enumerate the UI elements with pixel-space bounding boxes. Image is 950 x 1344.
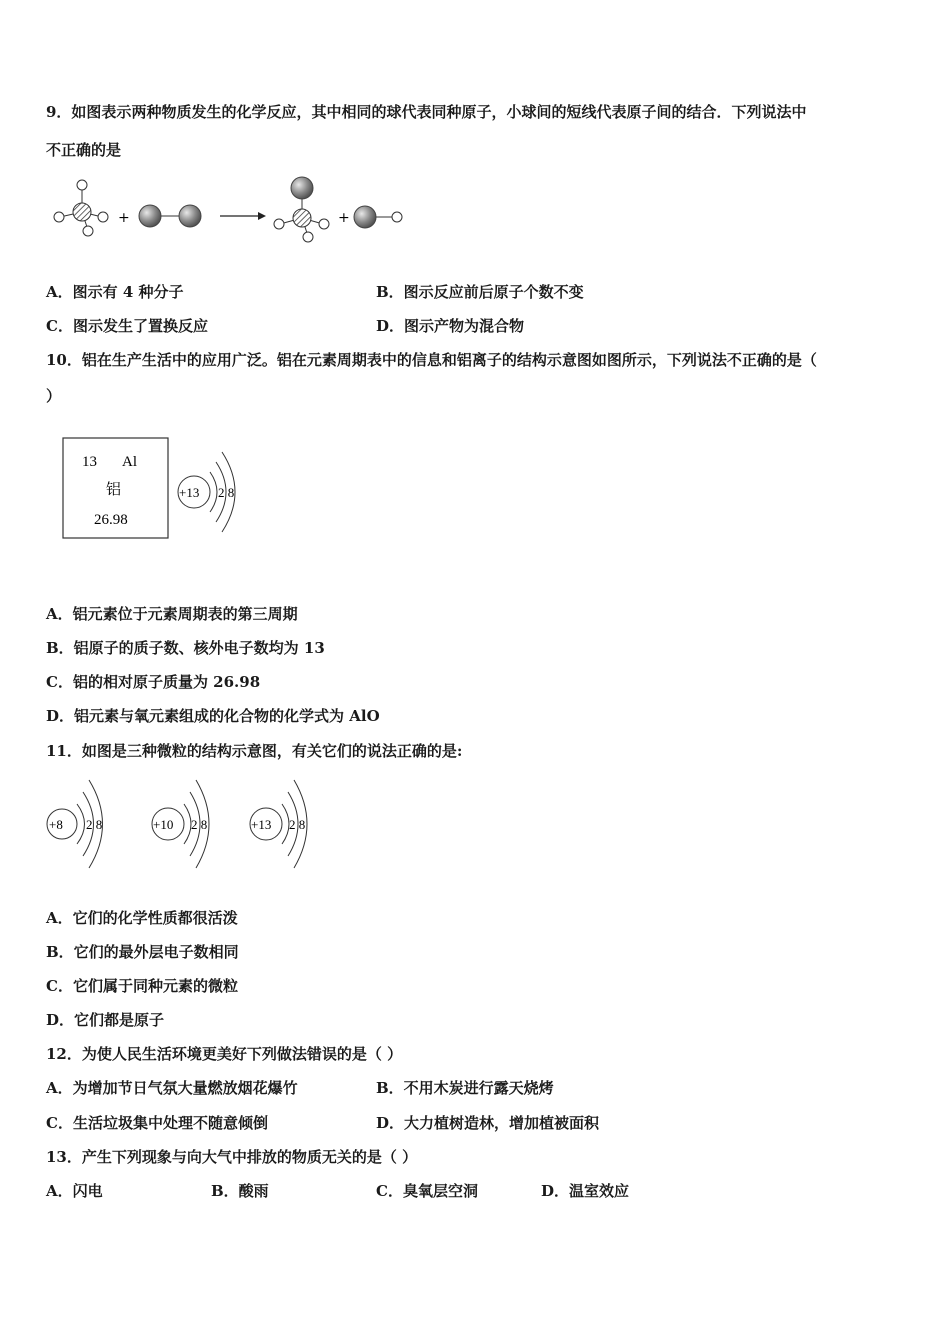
particle-1-nucleus: +8: [49, 817, 63, 832]
q9-option-a[interactable]: A．图示有 4 种分子: [46, 283, 184, 301]
ion-shell-electrons: 2 8: [218, 485, 235, 500]
q10-option-c[interactable]: C．铝的相对原子质量为 26.98: [46, 673, 261, 691]
q12-option-a[interactable]: A．为增加节日气氛大量燃放烟花爆竹: [46, 1079, 298, 1097]
q9-option-b[interactable]: B．图示反应前后原子个数不变: [376, 283, 584, 301]
reactant-molecule-2: [139, 205, 201, 227]
ion-nucleus-label: +13: [179, 485, 200, 500]
q11-particle-2-diagram: [148, 780, 228, 870]
q11-option-b[interactable]: B．它们的最外层电子数相同: [46, 943, 239, 961]
q11-stem: 11．如图是三种微粒的结构示意图，有关它们的说法正确的是:: [46, 742, 463, 760]
q11-particle-1-diagram: [44, 780, 124, 870]
q10-element-card: [60, 436, 172, 540]
element-number: 13: [82, 454, 97, 470]
q11-option-a[interactable]: A．它们的化学性质都很活泼: [46, 909, 238, 927]
q9-reaction-diagram: [40, 170, 420, 245]
q9-stem-line2: 不正确的是: [46, 141, 122, 159]
q11-option-d[interactable]: D．它们都是原子: [46, 1011, 165, 1029]
q10-option-a[interactable]: A．铝元素位于元素周期表的第三周期: [46, 605, 298, 623]
q10-option-b[interactable]: B．铝原子的质子数、核外电子数均为 13: [46, 639, 325, 657]
q10-stem-line1: 10．铝在生产生活中的应用广泛。铝在元素周期表中的信息和铝离子的结构示意图如图所示，下列说法不正确的是（: [46, 351, 817, 369]
q11-option-c[interactable]: C．它们属于同种元素的微粒: [46, 977, 238, 995]
q10-stem-line2: ）: [46, 387, 62, 405]
q12-option-d[interactable]: D．大力植树造林，增加植被面积: [376, 1114, 600, 1132]
q9-stem-line1: 9．如图表示两种物质发生的化学反应，其中相同的球代表同种原子，小球间的短线代表原子间的结合．下列说法中: [46, 103, 807, 121]
q13-option-c[interactable]: C．臭氧层空洞: [376, 1182, 478, 1200]
particle-3-nucleus: +13: [251, 817, 272, 832]
q9-plus-2: +: [338, 210, 350, 226]
particle-1-shells: 2 8: [86, 817, 103, 832]
q12-option-b[interactable]: B．不用木炭进行露天烧烤: [376, 1079, 554, 1097]
element-name: 铝: [106, 480, 122, 498]
particle-3-shells: 2 8: [289, 817, 306, 832]
reaction-arrow-icon: [220, 212, 266, 220]
element-symbol: Al: [122, 454, 137, 470]
q10-ion-structure-diagram: [172, 450, 252, 534]
particle-2-shells: 2 8: [191, 817, 208, 832]
q9-option-d[interactable]: D．图示产物为混合物: [376, 317, 525, 335]
q13-stem: 13．产生下列现象与向大气中排放的物质无关的是（ ）: [46, 1148, 418, 1166]
element-mass: 26.98: [94, 512, 128, 528]
q11-particle-3-diagram: [246, 780, 326, 870]
reactant-molecule-1: [54, 180, 108, 236]
product-molecule-2: [354, 206, 402, 228]
q13-option-a[interactable]: A．闪电: [46, 1182, 103, 1200]
particle-2-nucleus: +10: [153, 817, 174, 832]
product-molecule-1: [274, 177, 329, 242]
q9-option-c[interactable]: C．图示发生了置换反应: [46, 317, 208, 335]
q13-option-d[interactable]: D．温室效应: [541, 1182, 630, 1200]
q13-option-b[interactable]: B．酸雨: [211, 1182, 269, 1200]
q12-stem: 12．为使人民生活环境更美好下列做法错误的是（ ）: [46, 1045, 403, 1063]
q9-plus-1: +: [118, 210, 130, 226]
q12-option-c[interactable]: C．生活垃圾集中处理不随意倾倒: [46, 1114, 268, 1132]
q10-option-d[interactable]: D．铝元素与氧元素组成的化合物的化学式为 AlO: [46, 707, 380, 725]
